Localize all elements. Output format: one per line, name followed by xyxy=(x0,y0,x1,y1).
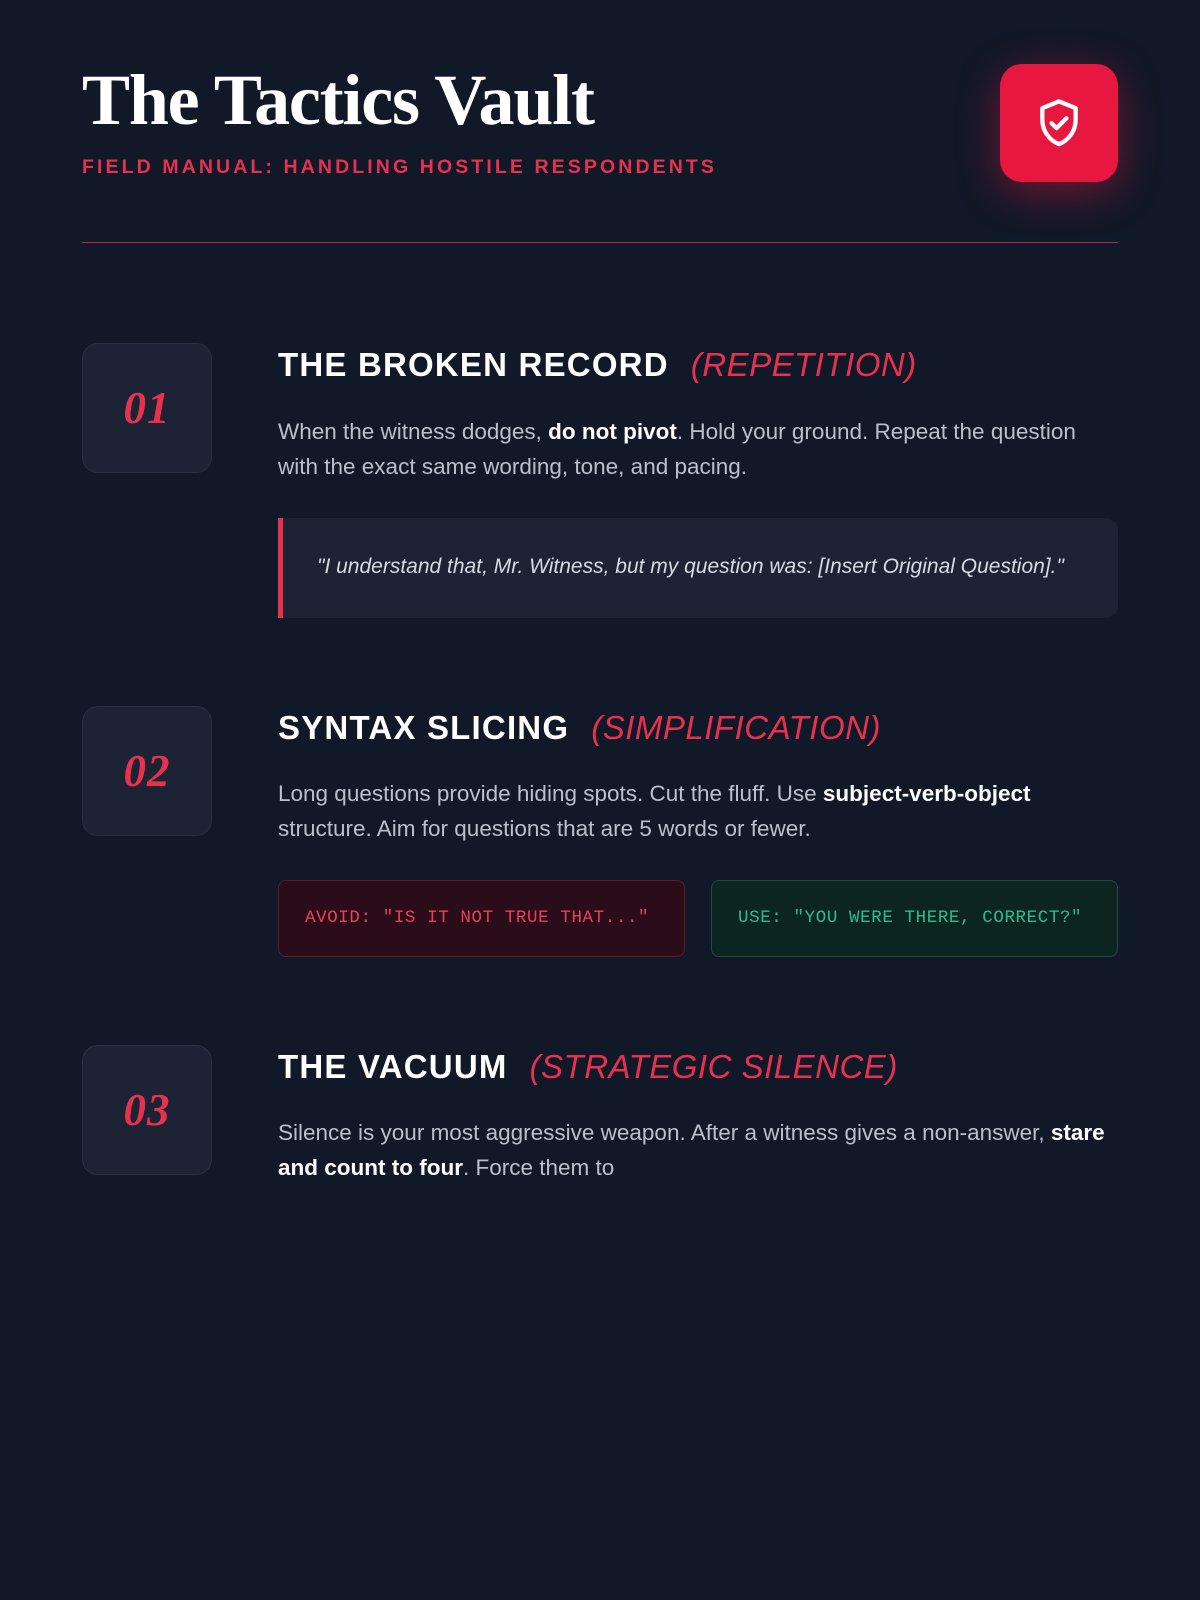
tactic-description xyxy=(278,776,1118,846)
desc-post: structure. Aim for questions that are 5 words or fewer. xyxy=(278,816,811,842)
tactic-description xyxy=(278,1115,1118,1185)
tactic-title: THE BROKEN RECORD xyxy=(278,346,669,383)
desc-pre: When the witness dodges, xyxy=(278,418,549,444)
tactic-heading xyxy=(278,1045,1118,1090)
tactic-number-badge xyxy=(82,343,212,473)
use-example-box: USE: "YOU WERE THERE, CORRECT?" xyxy=(711,880,1118,956)
tactic-title: THE VACUUM xyxy=(278,1047,508,1085)
tactics-list xyxy=(82,343,1118,1185)
tactic-number: 02 xyxy=(123,745,171,796)
desc-pre: Silence is your most aggressive weapon. After a witness gives a non-answer, xyxy=(278,1120,1051,1146)
avoid-example-box: AVOID: "IS IT NOT TRUE THAT..." xyxy=(278,880,685,956)
page-title: The Tactics Vault xyxy=(82,60,594,140)
tactic-body xyxy=(278,706,1118,957)
tactic-item xyxy=(82,1045,1118,1186)
page-header xyxy=(82,62,1118,182)
desc-emphasis: stare and count to four xyxy=(278,1120,1105,1181)
tactic-description xyxy=(278,414,1118,484)
tactic-number: 03 xyxy=(123,1084,171,1135)
header-text-block xyxy=(82,62,717,179)
shield-badge xyxy=(1000,64,1118,182)
tactic-body xyxy=(278,1045,1118,1186)
tactic-item xyxy=(82,343,1118,618)
tactic-compare-row xyxy=(278,880,1118,956)
header-divider xyxy=(82,242,1118,243)
tactic-heading xyxy=(278,343,1118,388)
tactic-quote-block xyxy=(278,518,1118,618)
desc-emphasis: do not pivot xyxy=(548,418,677,444)
tactic-heading xyxy=(278,706,1118,751)
page-subtitle: FIELD MANUAL: HANDLING HOSTILE RESPONDENTS xyxy=(82,156,718,179)
tactic-qualifier: (REPETITION) xyxy=(690,346,917,383)
tactic-body xyxy=(278,343,1118,618)
tactic-item xyxy=(82,706,1118,957)
tactic-number-badge xyxy=(82,706,212,836)
desc-emphasis: subject-verb-object xyxy=(822,781,1031,807)
tactic-number: 01 xyxy=(123,383,171,433)
desc-post: . Hold your ground. Repeat the question with the exact same wording, tone, and pacing. xyxy=(278,418,1076,479)
shield-check-icon xyxy=(1032,96,1086,150)
tactic-number-badge xyxy=(82,1045,212,1175)
tactic-qualifier: (SIMPLIFICATION) xyxy=(591,708,881,746)
tactic-quote-text: "I understand that, Mr. Witness, but my question was: [Insert Original Question]." xyxy=(317,554,1064,578)
tactic-qualifier: (STRATEGIC SILENCE) xyxy=(529,1047,898,1085)
tactic-title: SYNTAX SLICING xyxy=(278,708,570,746)
desc-pre: Long questions provide hiding spots. Cut the fluff. Use xyxy=(278,781,823,807)
desc-post: . Force them to xyxy=(462,1155,615,1181)
